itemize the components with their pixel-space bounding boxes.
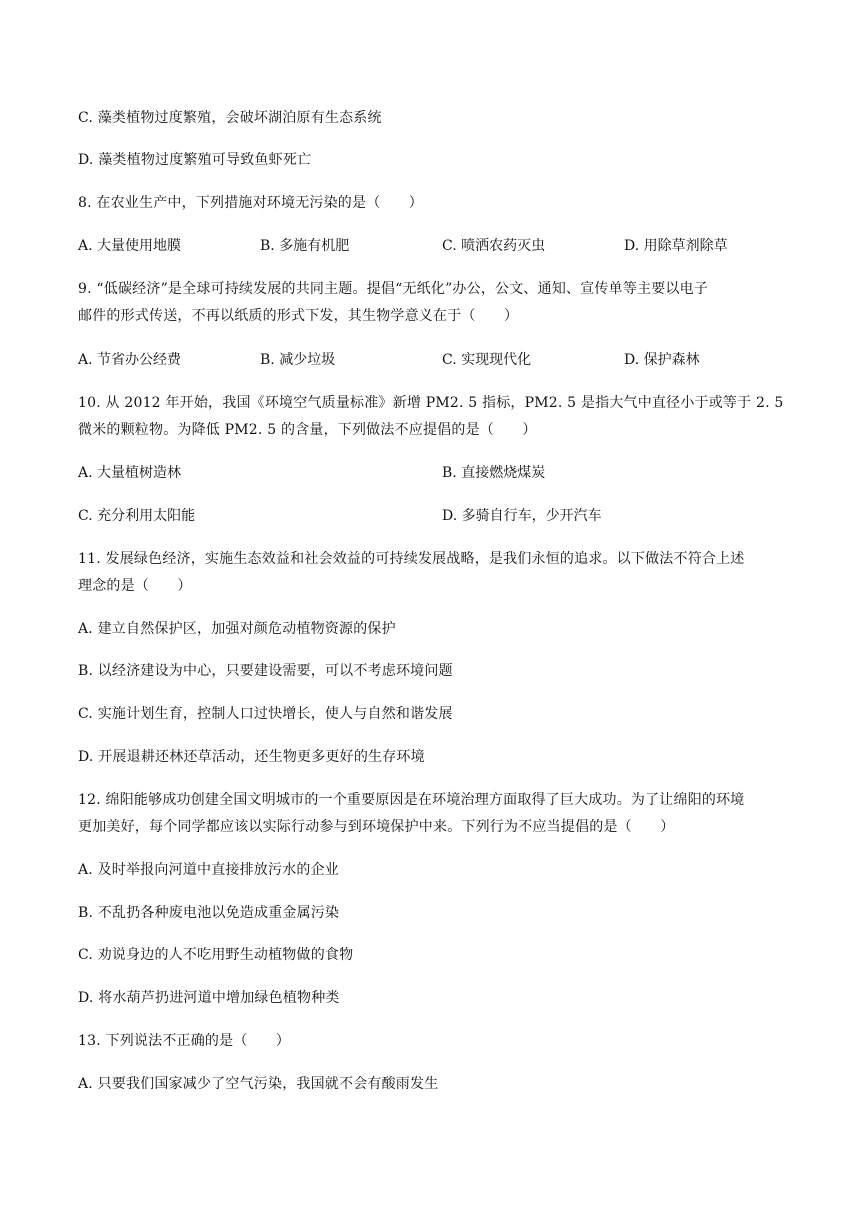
q9-option-b: B. 减少垃圾 <box>260 352 336 368</box>
q13-stem: 13. 下列说法不正确的是（ ） <box>78 1033 291 1049</box>
q9-option-c: C. 实现现代化 <box>442 352 532 368</box>
q8-option-d: D. 用除草剂除草 <box>624 238 728 254</box>
q8-option-c: C. 喷洒农药灭虫 <box>442 238 546 254</box>
q10-option-d: D. 多骑自行车，少开汽车 <box>442 508 602 524</box>
q9-option-a: A. 节省办公经费 <box>78 352 182 368</box>
q11-stem-line-1: 11. 发展绿色经济，实施生态效益和社会效益的可持续发展战略，是我们永恒的追求。以下做法不符合上述 <box>78 551 745 567</box>
q12-option-c: C. 劝说身边的人不吃用野生动植物做的食物 <box>78 947 354 963</box>
q12-stem-line-2: 更加美好，每个同学都应该以实际行动参与到环境保护中来。下列行为不应当提倡的是（ ） <box>78 819 675 835</box>
q11-stem-line-2: 理念的是（ ） <box>78 578 192 594</box>
q9-stem-line-1: 9. “低碳经济”是全球可持续发展的共同主题。提倡“无纸化”办公，公文、通知、宣传单等主要以电子 <box>78 281 709 297</box>
q12-option-d: D. 将水葫芦扔进河道中增加绿色植物种类 <box>78 990 340 1006</box>
q8-option-b: B. 多施有机肥 <box>260 238 350 254</box>
q11-option-b: B. 以经济建设为中心，只要建设需要，可以不考虑环境问题 <box>78 663 453 679</box>
q13-option-a: A. 只要我们国家减少了空气污染，我国就不会有酸雨发生 <box>78 1076 439 1092</box>
q10-option-c: C. 充分利用太阳能 <box>78 508 196 524</box>
q12-stem-line-1: 12. 绵阳能够成功创建全国文明城市的一个重要原因是在环境治理方面取得了巨大成功。为了让绵阳的环境 <box>78 792 745 808</box>
q12-option-a: A. 及时举报向河道中直接排放污水的企业 <box>78 862 340 878</box>
q11-option-a: A. 建立自然保护区，加强对颜危动植物资源的保护 <box>78 621 396 637</box>
q9-stem-line-2: 邮件的形式传送，不再以纸质的形式下发，其生物学意义在于（ ） <box>78 308 519 324</box>
q11-option-c: C. 实施计划生育，控制人口过快增长，使人与自然和谐发展 <box>78 706 453 722</box>
q7-option-d: D. 藻类植物过度繁殖可导致鱼虾死亡 <box>78 152 312 168</box>
q10-option-a: A. 大量植树造林 <box>78 465 182 481</box>
q10-stem-line-1: 10. 从 2012 年开始，我国《环境空气质量标准》新增 PM2. 5 指标，PM2. 5 是指大气中直径小于或等于 2. 5 <box>78 395 784 411</box>
q11-option-d: D. 开展退耕还林还草活动，还生物更多更好的生存环境 <box>78 749 425 765</box>
q7-option-c: C. 藻类植物过度繁殖，会破坏湖泊原有生态系统 <box>78 110 382 126</box>
q10-option-b: B. 直接燃烧煤炭 <box>442 465 546 481</box>
q12-option-b: B. 不乱扔各种废电池以免造成重金属污染 <box>78 905 340 921</box>
q8-option-a: A. 大量使用地膜 <box>78 238 182 254</box>
q10-stem-line-2: 微米的颗粒物。为降低 PM2. 5 的含量，下列做法不应提倡的是（ ） <box>78 422 537 438</box>
q9-option-d: D. 保护森林 <box>624 352 700 368</box>
q8-stem: 8. 在农业生产中，下列措施对环境无污染的是（ ） <box>78 195 424 211</box>
